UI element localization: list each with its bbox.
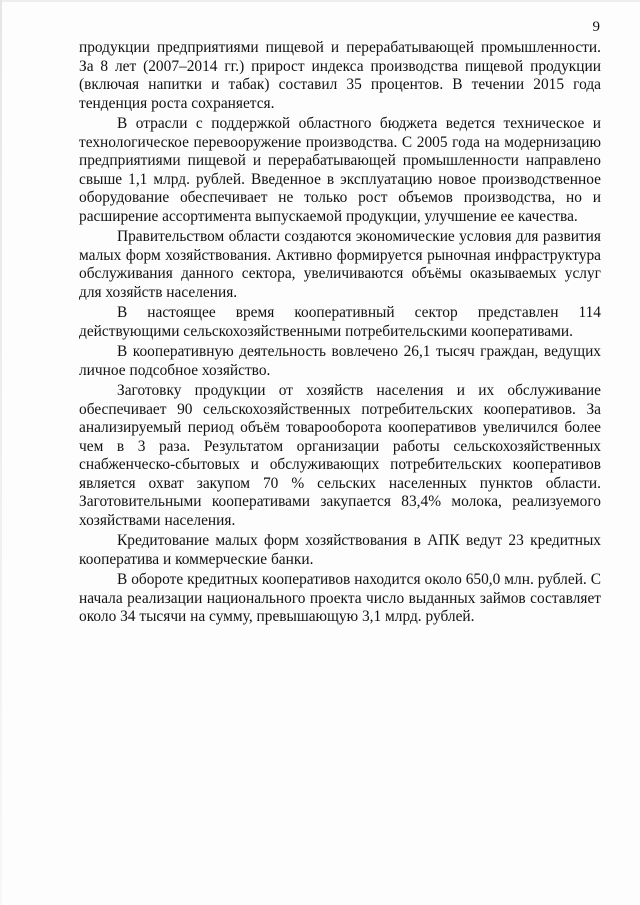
- paragraph-cooperative-sector: В настоящее время кооперативный сектор представлен 114 действующими сельскохозяйственными потребительскими кооперативами.: [79, 304, 601, 340]
- page-number: 9: [592, 19, 600, 35]
- document-body: [79, 39, 601, 627]
- paragraph-procurement: Заготовку продукции от хозяйств населения и их обслуживание обеспечивает 90 сельскохозяйственных потребительских кооперативов. За анализируемый период объём товарооборота кооперативов увеличился более чем в 3 раза. Результатом организации работы сельскохозяйственных снабженческо-сбытовых и обслуживающих потребительских кооперативов является охват закупом 70 % сельских населенных пунктов области. Заготовительными кооперативами закупается 83,4% молока, реализуемого хозяйствами населения.: [79, 382, 601, 529]
- paragraph-crediting: Кредитование малых форм хозяйствования в АПК ведут 23 кредитных кооператива и коммерческие банки.: [79, 532, 601, 568]
- paragraph-credit-turnover: В обороте кредитных кооперативов находится около 650,0 млн. рублей. С начала реализации национального проекта число выданных займов составляет около 34 тысячи на сумму, превышающую 3,1 млрд. рублей.: [79, 571, 601, 625]
- scan-top-edge: [0, 0, 640, 2]
- scan-left-edge: [0, 0, 2, 905]
- paragraph-small-business: Правительством области создаются экономические условия для развития малых форм хозяйствования. Активно формируется рыночная инфраструктура обслуживания данного сектора, увеличиваются объёмы оказываемых услуг для хозяйств населения.: [79, 228, 601, 301]
- paragraph-modernization: В отрасли с поддержкой областного бюджета ведется техническое и технологическое перевооружение производства. С 2005 года на модернизацию предприятиями пищевой и перерабатывающей промышленности направлено свыше 1,1 млрд. рублей. Введенное в эксплуатацию новое производственное оборудование обеспечивает не только рост объемов производства, но и расширение ассортимента выпускаемой продукции, улучшение ее качества.: [79, 115, 601, 225]
- paragraph-citizens-involved: В кооперативную деятельность вовлечено 26,1 тысяч граждан, ведущих личное подсобное хозяйство.: [79, 343, 601, 379]
- paragraph-food-production: продукции предприятиями пищевой и перерабатывающей промышленности. За 8 лет (2007–2014 гг.) прирост индекса производства пищевой продукции (включая напитки и табак) составил 35 процентов. В течении 2015 года тенденция роста сохраняется.: [79, 39, 601, 112]
